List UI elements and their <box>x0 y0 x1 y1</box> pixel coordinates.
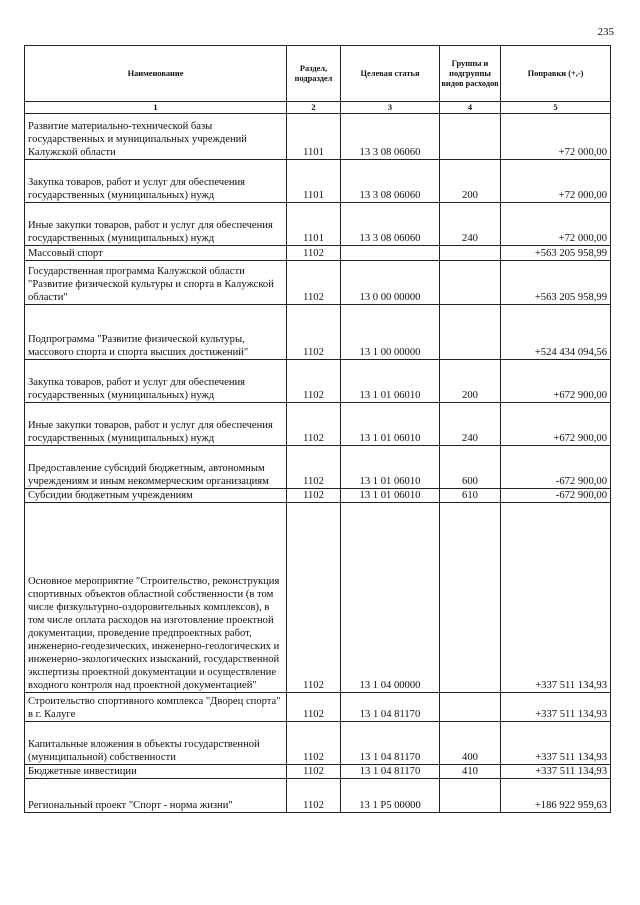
row-target: 13 1 04 00000 <box>341 503 440 693</box>
row-name: Капитальные вложения в объекты государственной (муниципальной) собственности <box>25 722 287 765</box>
row-group <box>440 114 501 160</box>
row-section: 1102 <box>287 503 341 693</box>
row-section: 1102 <box>287 403 341 446</box>
row-group: 610 <box>440 489 501 503</box>
row-section: 1102 <box>287 261 341 305</box>
row-section: 1102 <box>287 693 341 722</box>
row-name: Строительство спортивного комплекса "Дворец спорта" в г. Калуге <box>25 693 287 722</box>
table-row <box>25 160 611 203</box>
row-target <box>341 246 440 261</box>
row-name: Субсидии бюджетным учреждениям <box>25 489 287 503</box>
row-target: 13 1 01 06010 <box>341 446 440 489</box>
column-number: 5 <box>501 102 611 114</box>
table-row <box>25 446 611 489</box>
row-target: 13 3 08 06060 <box>341 203 440 246</box>
row-amount: +72 000,00 <box>501 160 611 203</box>
row-target: 13 1 P5 00000 <box>341 779 440 813</box>
column-number-row <box>25 102 611 114</box>
row-group: 410 <box>440 765 501 779</box>
row-amount: +563 205 958,99 <box>501 246 611 261</box>
row-amount: +337 511 134,93 <box>501 503 611 693</box>
row-amount: +524 434 094,56 <box>501 305 611 360</box>
table-row <box>25 489 611 503</box>
row-name: Закупка товаров, работ и услуг для обеспечения государственных (муниципальных) нужд <box>25 360 287 403</box>
header-name: Наименование <box>25 46 287 102</box>
row-section: 1102 <box>287 246 341 261</box>
table-row <box>25 246 611 261</box>
row-name: Региональный проект "Спорт - норма жизни" <box>25 779 287 813</box>
row-group <box>440 693 501 722</box>
row-amount: +672 900,00 <box>501 360 611 403</box>
row-group: 240 <box>440 403 501 446</box>
row-target: 13 0 00 00000 <box>341 261 440 305</box>
row-amount: +72 000,00 <box>501 203 611 246</box>
row-name: Развитие материально-технической базы государственных и муниципальных учреждений Калужской области <box>25 114 287 160</box>
budget-amendments-table <box>24 45 611 813</box>
row-amount: -672 900,00 <box>501 446 611 489</box>
row-group <box>440 246 501 261</box>
row-group <box>440 779 501 813</box>
table-row <box>25 114 611 160</box>
row-target: 13 1 04 81170 <box>341 693 440 722</box>
row-group <box>440 261 501 305</box>
row-group: 600 <box>440 446 501 489</box>
row-group <box>440 305 501 360</box>
table-row <box>25 779 611 813</box>
table-row <box>25 403 611 446</box>
row-group: 240 <box>440 203 501 246</box>
row-section: 1102 <box>287 446 341 489</box>
row-section: 1102 <box>287 489 341 503</box>
row-name: Иные закупки товаров, работ и услуг для обеспечения государственных (муниципальных) нужд <box>25 403 287 446</box>
row-section: 1101 <box>287 203 341 246</box>
row-amount: -672 900,00 <box>501 489 611 503</box>
header-target: Целевая статья <box>341 46 440 102</box>
row-section: 1102 <box>287 722 341 765</box>
row-group: 200 <box>440 360 501 403</box>
row-name: Подпрограмма "Развитие физической культуры, массового спорта и спорта высших достижений" <box>25 305 287 360</box>
row-target: 13 1 01 06010 <box>341 403 440 446</box>
row-target: 13 1 01 06010 <box>341 489 440 503</box>
row-amount: +563 205 958,99 <box>501 261 611 305</box>
page-number: 235 <box>597 26 614 38</box>
header-groups: Группы и подгруппы видов расходов <box>440 46 501 102</box>
row-target: 13 1 04 81170 <box>341 722 440 765</box>
table-row <box>25 503 611 693</box>
table-row <box>25 693 611 722</box>
row-section: 1101 <box>287 114 341 160</box>
row-group: 400 <box>440 722 501 765</box>
table-row <box>25 722 611 765</box>
row-name: Закупка товаров, работ и услуг для обеспечения государственных (муниципальных) нужд <box>25 160 287 203</box>
row-name: Основное мероприятие "Строительство, реконструкция спортивных объектов областной собственности (в том числе физкультурно-оздоровительных комплексов), в том числе оплата расходов на изготовление проектной документации, проведение предпроектных работ, инженерно-геодезических, инженерно-геологических и инженерно-экологических изысканий, государственной экспертизы проектной документации и осуществление входного контроля над проектной документацией" <box>25 503 287 693</box>
column-number: 2 <box>287 102 341 114</box>
row-amount: +672 900,00 <box>501 403 611 446</box>
row-target: 13 1 04 81170 <box>341 765 440 779</box>
row-amount: +186 922 959,63 <box>501 779 611 813</box>
row-name: Бюджетные инвестиции <box>25 765 287 779</box>
row-group: 200 <box>440 160 501 203</box>
row-group <box>440 503 501 693</box>
row-name: Массовый спорт <box>25 246 287 261</box>
table-row <box>25 765 611 779</box>
table-row <box>25 261 611 305</box>
row-amount: +337 511 134,93 <box>501 693 611 722</box>
row-amount: +72 000,00 <box>501 114 611 160</box>
table-row <box>25 305 611 360</box>
column-number: 3 <box>341 102 440 114</box>
table-row <box>25 360 611 403</box>
row-section: 1102 <box>287 360 341 403</box>
row-amount: +337 511 134,93 <box>501 765 611 779</box>
row-section: 1102 <box>287 765 341 779</box>
row-name: Предоставление субсидий бюджетным, автономным учреждениям и иным некоммерческим организациям <box>25 446 287 489</box>
header-row <box>25 46 611 102</box>
row-target: 13 1 01 06010 <box>341 360 440 403</box>
column-number: 1 <box>25 102 287 114</box>
column-number: 4 <box>440 102 501 114</box>
row-name: Иные закупки товаров, работ и услуг для обеспечения государственных (муниципальных) нужд <box>25 203 287 246</box>
row-section: 1102 <box>287 305 341 360</box>
row-section: 1101 <box>287 160 341 203</box>
row-target: 13 3 08 06060 <box>341 114 440 160</box>
row-amount: +337 511 134,93 <box>501 722 611 765</box>
header-amendments: Поправки (+,-) <box>501 46 611 102</box>
row-section: 1102 <box>287 779 341 813</box>
table-row <box>25 203 611 246</box>
row-target: 13 3 08 06060 <box>341 160 440 203</box>
row-name: Государственная программа Калужской области "Развитие физической культуры и спорта в Калужской области" <box>25 261 287 305</box>
row-target: 13 1 00 00000 <box>341 305 440 360</box>
header-section: Раздел, подраздел <box>287 46 341 102</box>
